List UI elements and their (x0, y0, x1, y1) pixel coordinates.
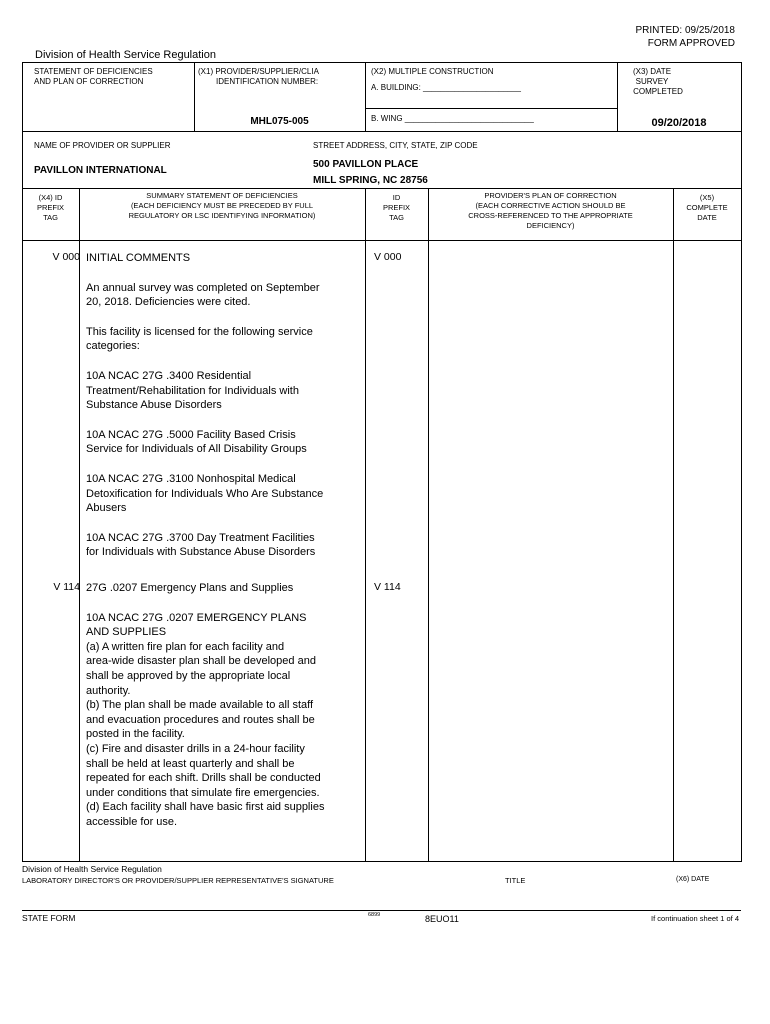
x3-label-2: COMPLETED (633, 87, 683, 96)
survey-date: 09/20/2018 (651, 117, 707, 129)
x2-label: (X2) MULTIPLE CONSTRUCTION (371, 67, 494, 76)
entry-paragraph: 10A NCAC 27G .5000 Facility Based Crisis Service for Individuals of All Disability Groups (86, 428, 307, 456)
printed-date: PRINTED: 09/25/2018 (635, 25, 735, 36)
footer-agency: Division of Health Service Regulation (22, 864, 162, 874)
entry-paragraph: 10A NCAC 27G .3100 Nonhospital Medical Detoxification for Individuals Who Are Substance Abusers (86, 472, 324, 515)
x1-label-1: (X1) PROVIDER/SUPPLIER/CLIA (198, 67, 319, 76)
provider-id: MHL075-005 (250, 116, 309, 127)
agency-title: Division of Health Service Regulation (35, 49, 216, 61)
date-label: (X6) DATE (676, 876, 710, 883)
form-approved: FORM APPROVED (647, 38, 735, 49)
x2-wing: B. WING _____________________________ (371, 114, 534, 123)
col-summary-header: SUMMARY STATEMENT OF DEFICIENCIES (EACH DEFICIENCY MUST BE PRECEDED BY FULL REGULATORY OR LSC IDENTIFYING INFORMATION) (128, 191, 316, 220)
title-label: TITLE (505, 876, 526, 885)
entry-title: INITIAL COMMENTS (86, 252, 191, 264)
continuation-sheet: If continuation sheet 1 of 4 (651, 914, 739, 923)
provider-name-label: NAME OF PROVIDER OR SUPPLIER (34, 141, 171, 150)
address-line-1: 500 PAVILLON PLACE (313, 159, 419, 170)
form-number: 6899 (368, 912, 381, 918)
col-plan-header: PROVIDER'S PLAN OF CORRECTION (EACH CORRECTIVE ACTION SHOULD BE CROSS-REFERENCED TO THE APPROPRIATE DEFICIENCY) (468, 191, 633, 230)
address-label: STREET ADDRESS, CITY, STATE, ZIP CODE (313, 141, 478, 150)
state-form-label: STATE FORM (22, 913, 76, 923)
signature-label: LABORATORY DIRECTOR'S OR PROVIDER/SUPPLIER REPRESENTATIVE'S SIGNATURE (22, 876, 334, 885)
address-line-2: MILL SPRING, NC 28756 (313, 175, 428, 186)
col-x5-header: (X5) COMPLETE DATE (686, 193, 728, 222)
x3-label-1: (X3) DATE SURVEY (632, 67, 672, 86)
entry-paragraph: This facility is licensed for the following service categories: (86, 325, 313, 353)
entry-paragraph: 10A NCAC 27G .0207 EMERGENCY PLANS AND SUPPLIES (a) A written fire plan for each facility and area-wide disaster plan shall be developed and shall be approved by the appropriate local authority. (b) The plan shall be made available to all staff and evacuation procedures and routes shall be posted in the facility. (c) Fire and disaster drills in a 24-hour facility shall be held at least quarterly and shall be repeated for each shift. Drills shall be conducted under conditions that simulate fire emergencies. (d) Each facility shall have basic first aid supplies accessible for use. (86, 611, 325, 828)
event-id: 8EUO11 (425, 914, 459, 924)
entry-tag: V 000 (52, 251, 80, 263)
statement-label-2: AND PLAN OF CORRECTION (34, 77, 144, 86)
provider-name: PAVILLON INTERNATIONAL (34, 165, 167, 176)
statement-label-1: STATEMENT OF DEFICIENCIES (34, 67, 153, 76)
entry-id-tag: V 000 (374, 251, 402, 263)
col-x4-header: (X4) ID PREFIX TAG (36, 193, 65, 222)
entry-tag: V 114 (53, 581, 80, 593)
entry-paragraph: 10A NCAC 27G .3400 Residential Treatment/Rehabilitation for Individuals with Substance Abuse Disorders (86, 369, 299, 412)
entry-paragraph: 10A NCAC 27G .3700 Day Treatment Facilities for Individuals with Substance Abuse Disorders (86, 531, 316, 559)
entry-paragraph: An annual survey was completed on September 20, 2018. Deficiencies were cited. (86, 281, 320, 309)
entry-title: 27G .0207 Emergency Plans and Supplies (86, 582, 294, 594)
col-id-header: ID PREFIX TAG (382, 193, 411, 222)
x2-building: A. BUILDING: ______________________ (371, 83, 521, 92)
entry-id-tag: V 114 (374, 581, 401, 593)
x1-label-2: IDENTIFICATION NUMBER: (216, 77, 319, 86)
